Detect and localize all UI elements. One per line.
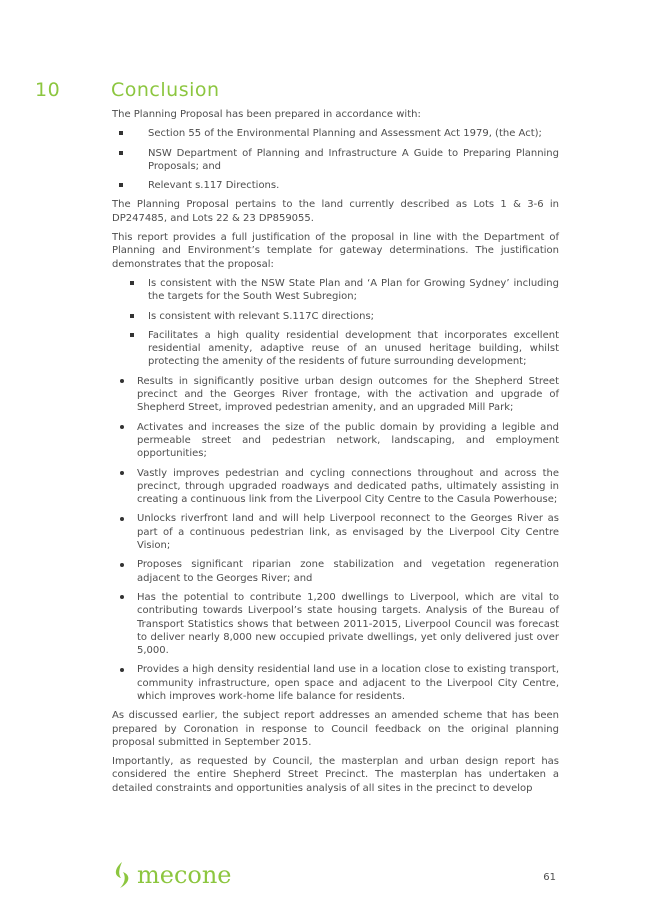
list-item: Proposes significant riparian zone stabilization and vegetation regeneration adjacent to the Georges River; and: [112, 558, 559, 585]
list-item: Is consistent with the NSW State Plan and ‘A Plan for Growing Sydney’ including the targets for the South West Subregion;: [112, 277, 559, 304]
list-item: Vastly improves pedestrian and cycling connections throughout and across the precinct, through upgraded roadways and dedicated paths, ultimately assisting in creating a continuous link from the Liverpool City Centre to the Casula Powerhouse;: [112, 467, 559, 507]
list-item: Section 55 of the Environmental Planning and Assessment Act 1979, (the Act);: [112, 127, 559, 140]
importantly-paragraph: Importantly, as requested by Council, the masterplan and urban design report has considered the entire Shepherd Street Precinct. The masterplan has undertaken a detailed constraints and opportunities analysis of all sites in the precinct to develop: [112, 756, 559, 794]
leaf-logo-icon: [111, 861, 133, 889]
page-content: [112, 108, 559, 801]
logo-wordmark: mecone: [137, 861, 232, 889]
prepared-with-list: [112, 127, 559, 192]
demonstrates-list-a: [112, 277, 559, 369]
discussed-paragraph: As discussed earlier, the subject report addresses an amended scheme that has been prepared by Coronation in response to Council feedback on the original planning proposal submitted in September 2015.: [112, 710, 559, 748]
justification-paragraph: This report provides a full justification of the proposal in line with the Department of Planning and Environment’s template for gateway determinations. The justification demonstrates that the proposal:: [112, 232, 559, 270]
list-item: Unlocks riverfront land and will help Liverpool reconnect to the Georges River as part of a continuous pedestrian link, as envisaged by the Liverpool City Centre Vision;: [112, 512, 559, 552]
list-item: Has the potential to contribute 1,200 dwellings to Liverpool, which are vital to contributing towards Liverpool’s state housing targets. Analysis of the Bureau of Transport Statistics shows that between 2011-2015, Liverpool Council was forecast to deliver nearly 8,000 new occupied private dwellings, yet only delivered just over 5,000.: [112, 591, 559, 657]
list-item: Activates and increases the size of the public domain by providing a legible and permeable street and pedestrian network, landscaping, and employment opportunities;: [112, 421, 559, 461]
section-number: 10: [35, 79, 61, 101]
list-item: Facilitates a high quality residential development that incorporates excellent residential amenity, adaptive reuse of an unused heritage building, whilst protecting the amenity of the residents of future surrounding development;: [112, 329, 559, 369]
intro-paragraph: The Planning Proposal has been prepared in accordance with:: [112, 109, 421, 120]
mecone-logo: [111, 861, 232, 889]
list-item: Relevant s.117 Directions.: [112, 179, 559, 192]
list-item: Results in significantly positive urban design outcomes for the Shepherd Street precinct and the Georges River frontage, with the activation and upgrade of Shepherd Street, improved pedestrian amenity, and an upgraded Mill Park;: [112, 375, 559, 415]
list-item: NSW Department of Planning and Infrastructure A Guide to Preparing Planning Proposals; and: [112, 147, 559, 174]
list-item: Is consistent with relevant S.117C directions;: [112, 310, 559, 323]
list-item: Provides a high density residential land use in a location close to existing transport, community infrastructure, open space and adjacent to the Liverpool City Centre, which improves work-home life balance for residents.: [112, 663, 559, 703]
demonstrates-list-b: [112, 375, 559, 704]
section-title: Conclusion: [111, 79, 220, 101]
land-paragraph: The Planning Proposal pertains to the land currently described as Lots 1 & 3-6 in DP247485, and Lots 22 & 23 DP859055.: [112, 199, 559, 224]
page-number: 61: [543, 872, 556, 883]
section-heading: [35, 79, 220, 101]
